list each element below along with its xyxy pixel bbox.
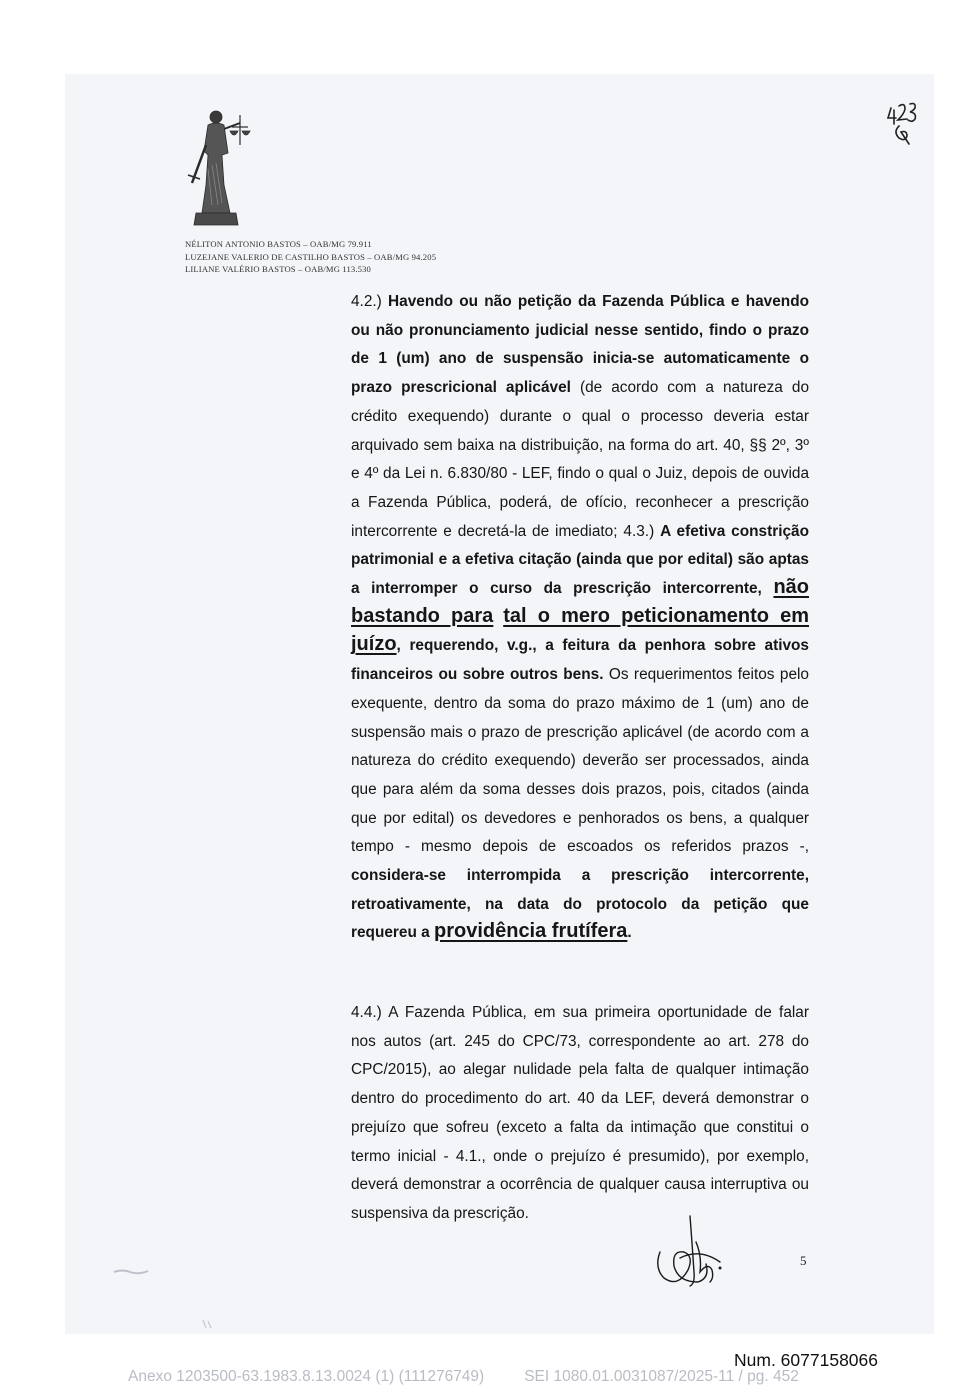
page-number: 5 <box>800 1253 807 1268</box>
scan-smudge-icon <box>112 1268 150 1276</box>
p1-text-1: 4.2.) <box>351 293 389 310</box>
document-number-stamp: Num. 6077158066 <box>734 1350 878 1370</box>
p1-text-3: Os requerimentos feitos pelo exequente, dentro da soma do prazo máximo de 1 (um) ano de suspensão mais o prazo de prescrição aplicável (de acordo com a natureza do crédito exequendo) deverão ser processados, ainda que para além da soma desses dois prazos, pois, citados (ainda que por edital) os devedores e penhorados os bens, a qualquer tempo - mesmo depois de escoados os referidos prazos -, <box>351 666 809 856</box>
p1-bold-5: . <box>627 924 632 942</box>
lawyer-name-1: NÉLITON ANTONIO BASTOS – OAB/MG 79.911 <box>185 239 372 249</box>
lawyer-name-2: LUZEJANE VALERIO DE CASTILHO BASTOS – OAB/MG 94.205 <box>185 251 437 262</box>
p1-bold-1: Havendo ou não petição da Fazenda Pública e havendo ou não pronunciamento judicial nesse sentido, findo o prazo de 1 (um) ano de suspensão inicia-se automaticamente o prazo prescricional aplicável <box>351 293 810 397</box>
p1-bold-4: considera-se interrompida a prescrição intercorrente, retroativamente, na data do protocolo da petição que requereu a <box>351 867 809 942</box>
footer-annotation <box>128 1368 799 1386</box>
lawyer-name-3: LILIANE VALÉRIO BASTOS – OAB/MG 113.530 <box>185 264 372 274</box>
p1-text-2: (de acordo com a natureza do crédito exequendo) durante o qual o processo deveria estar arquivado sem baixa na distribuição, na forma do art. 40, §§ 2º, 3º e 4º da Lei n. 6.830/80 - LEF, findo o qual o Juiz, depois de ouvida a Fazenda Pública, poderá, de ofício, reconhecer a prescrição intercorrente e decretá-la de imediato; 4.3.) <box>351 379 810 540</box>
p1-emphasis-2: providência frutífera <box>433 920 628 943</box>
p1-bold-2: A efetiva constrição patrimonial e a efetiva citação (ainda que por edital) são aptas a interromper o curso da prescrição intercorrente, <box>351 522 809 598</box>
lawyers-header <box>185 238 436 276</box>
scan-smudge-icon <box>200 1318 215 1330</box>
p1-emphasis-1a: não bastando para <box>351 576 809 627</box>
lady-justice-icon <box>178 105 258 235</box>
paragraph-4-4: 4.4.) A Fazenda Pública, em sua primeira oportunidade de falar nos autos (art. 245 do CPC/73, correspondente ao art. 278 do CPC/2015), ao alegar nulidade pela falta de qualquer intimação dentro do procedimento do art. 40 da LEF, deverá demonstrar o prejuízo que sofreu (exceto a falta da intimação que constitui o termo inicial - 4.1., onde o prejuízo é presumido), por exemplo, deverá demonstrar a ocorrência de qualquer causa interruptiva ou suspensiva da prescrição. <box>351 1004 809 1222</box>
footer-right: SEI 1080.01.0031087/2025-11 / pg. 452 <box>524 1368 799 1385</box>
footer-left: Anexo 1203500-63.1983.8.13.0024 (1) (111276749) <box>128 1368 485 1385</box>
paragraph-4-2-4-3 <box>351 288 809 948</box>
folio-mark-icon <box>885 100 925 148</box>
p1-emphasis-1b: tal o mero peticionamento em juízo <box>351 604 810 656</box>
p1-bold-3: , requerendo, v.g., a feitura da penhora sobre ativos financeiros ou sobre outros bens. <box>351 637 809 684</box>
handwritten-signature-icon <box>650 1212 735 1292</box>
